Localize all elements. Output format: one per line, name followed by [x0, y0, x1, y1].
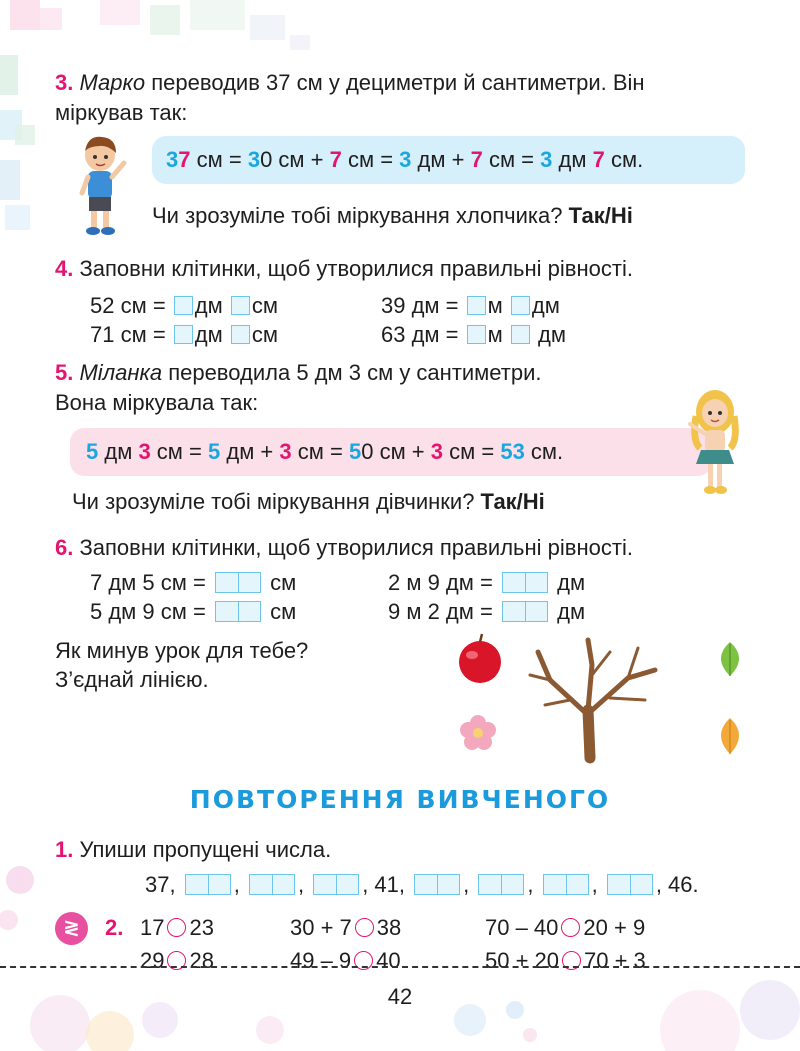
- exercise-4-right: [381, 291, 566, 349]
- reasoning-bubble-boy: 37 см = 30 см + 7 см = 3 дм + 7 см = 3 дм 7 см.: [152, 136, 745, 184]
- answer-box[interactable]: [467, 325, 486, 344]
- reflection-text: Як минув урок для тебе? З’єднай лінією.: [55, 638, 309, 692]
- exercise-6-text: 6. Заповни клітинки, щоб утворилися правильні рівності.: [55, 535, 633, 560]
- equation-row: 2 м 9 дм = дм: [388, 570, 586, 595]
- answer-box[interactable]: [215, 572, 261, 593]
- exercise-text: міркував так:: [55, 100, 188, 125]
- exercise-6-right: [388, 568, 585, 626]
- comparison-row: 2. 17 23 30 + 7 38 70 – 40 20 + 9: [105, 915, 646, 940]
- answer-box[interactable]: [543, 874, 589, 895]
- girl-illustration: [682, 386, 744, 501]
- compare-badge-icon: ≷: [55, 912, 88, 945]
- bare-tree-icon[interactable]: [530, 640, 655, 758]
- answer-box[interactable]: [231, 296, 250, 315]
- reasoning-bubble-girl: 5 дм 3 см = 5 дм + 3 см = 50 см + 3 см = 53 см.: [70, 428, 712, 476]
- exercise-text: переводив 37 см у дециметри й сантиметри. Він: [145, 70, 645, 95]
- answer-choice[interactable]: Так/Ні: [568, 203, 633, 228]
- answer-box[interactable]: [478, 874, 524, 895]
- answer-box[interactable]: [249, 874, 295, 895]
- reflection-pictures: [450, 630, 750, 765]
- number-sequence: 37, , , , 41, , , , , 46.: [145, 872, 699, 897]
- cut-line-divider: [0, 966, 800, 968]
- compare-circle[interactable]: [561, 918, 580, 937]
- exercise-6-left: [90, 568, 296, 626]
- question-girl: Чи зрозуміле тобі міркування дівчинки? Так/Ні: [72, 489, 545, 514]
- answer-box[interactable]: [231, 325, 250, 344]
- exercise-4-left: [90, 291, 278, 349]
- apple-icon[interactable]: [459, 634, 501, 683]
- answer-box[interactable]: [174, 296, 193, 315]
- question-boy: Чи зрозуміле тобі міркування хлопчика? Так/Ні: [152, 203, 633, 228]
- answer-box[interactable]: [174, 325, 193, 344]
- exercise-4-text: 4. Заповни клітинки, щоб утворилися правильні рівності.: [55, 256, 633, 281]
- answer-box[interactable]: [215, 601, 261, 622]
- flower-icon[interactable]: [460, 715, 496, 750]
- answer-box[interactable]: [313, 874, 359, 895]
- comparison-row: 29 28 49 – 9 40 50 + 20 70 + 3: [140, 948, 646, 973]
- character-name: Марко: [79, 70, 146, 95]
- answer-box[interactable]: [502, 572, 548, 593]
- equation-row: 7 дм 5 см = см: [90, 570, 297, 595]
- answer-box[interactable]: [185, 874, 231, 895]
- equation-row: 63 дм = м дм: [381, 322, 566, 347]
- answer-box[interactable]: [511, 296, 530, 315]
- compare-circle[interactable]: [355, 918, 374, 937]
- equation-row: 52 см = дм см: [90, 293, 279, 318]
- answer-choice[interactable]: Так/Ні: [480, 489, 545, 514]
- exercise-3-text: [55, 68, 775, 128]
- orange-leaf-icon[interactable]: [721, 718, 739, 754]
- section-title: ПОВТОРЕННЯ ВИВЧЕНОГО: [189, 785, 611, 814]
- equation-row: 71 см = дм см: [90, 322, 279, 347]
- equation-row: 5 дм 9 см = см: [90, 599, 297, 624]
- page-number: 42: [387, 984, 413, 1009]
- equation-row: 39 дм = м дм: [381, 293, 560, 318]
- answer-box[interactable]: [502, 601, 548, 622]
- boy-illustration: [78, 133, 128, 236]
- exercise-5-text: 5. Міланка переводила 5 дм 3 см у сантиметри. Вона міркувала так:: [55, 360, 542, 415]
- review-exercise-1-text: 1. Упиши пропущені числа.: [55, 837, 332, 862]
- answer-box[interactable]: [467, 296, 486, 315]
- answer-box[interactable]: [414, 874, 460, 895]
- answer-box[interactable]: [607, 874, 653, 895]
- equation-row: 9 м 2 дм = дм: [388, 599, 586, 624]
- green-leaf-icon[interactable]: [721, 642, 739, 676]
- answer-box[interactable]: [511, 325, 530, 344]
- compare-circle[interactable]: [167, 918, 186, 937]
- exercise-number: 3.: [55, 70, 74, 95]
- character-name: Міланка: [79, 360, 163, 385]
